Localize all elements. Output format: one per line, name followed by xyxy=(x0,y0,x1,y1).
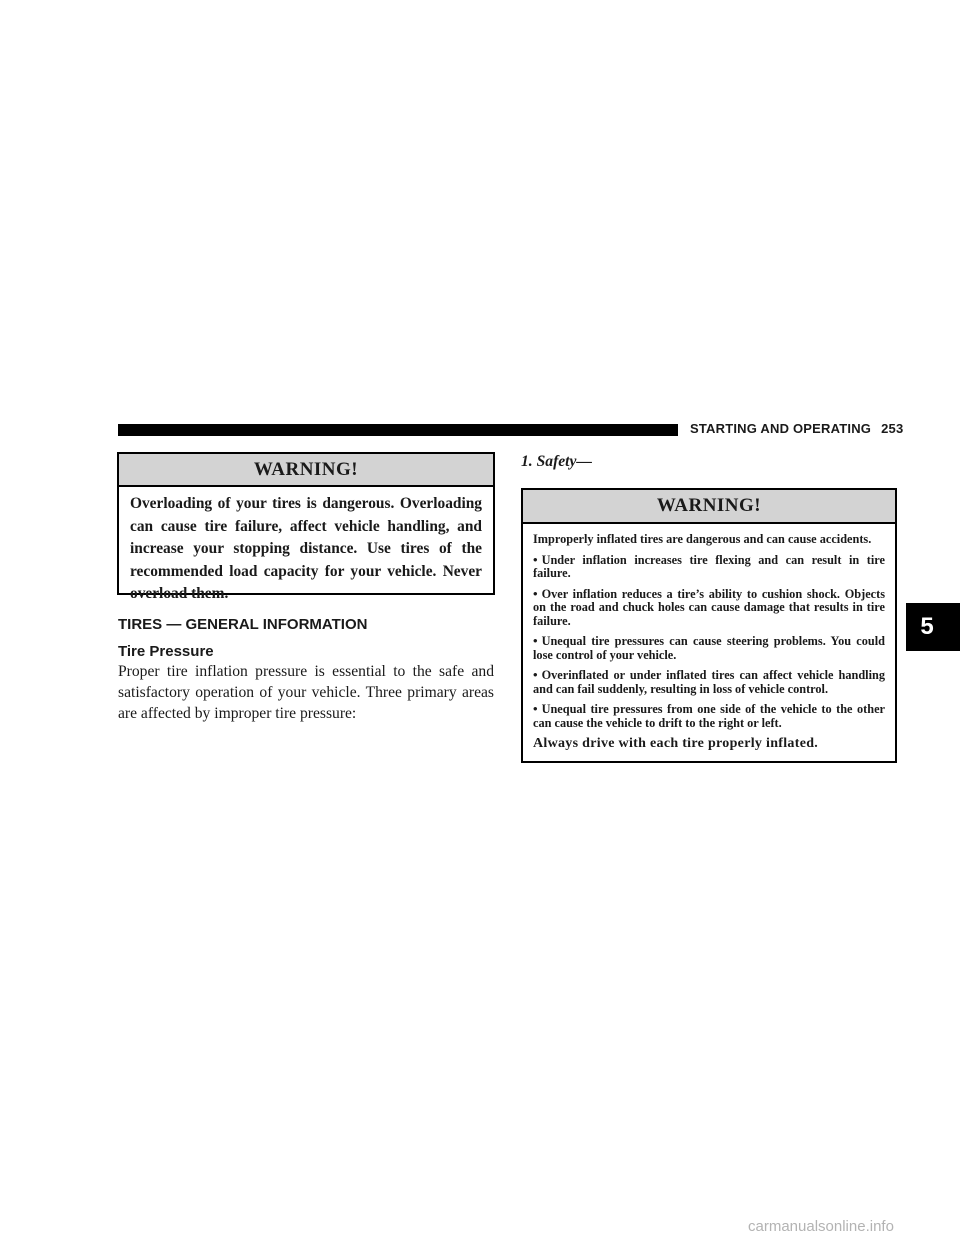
list-item-text: Unequal tire pressures from one side of the vehicle to the other can cause the vehicle to drift to the right or left. xyxy=(533,702,885,730)
warning-intro: Improperly inflated tires are dangerous and can cause accidents. xyxy=(533,532,872,546)
list-item xyxy=(533,553,885,581)
bullet-glyph: • xyxy=(533,701,538,716)
list-item-text: Over inflation reduces a tire’s ability to cushion shock. Objects on the road and chuck holes can cause damage that results in tire failure. xyxy=(533,586,885,628)
warning-title: WARNING! xyxy=(523,490,895,524)
list-item xyxy=(533,702,885,730)
warning-body xyxy=(523,524,895,752)
list-item-text: Overinflated or under inflated tires can affect vehicle handling and can fail suddenly, resulting in loss of vehicle control. xyxy=(533,668,885,696)
warning-closing: Always drive with each tire properly inflated. xyxy=(533,736,819,751)
page-number: 253 xyxy=(881,421,904,436)
warning-title: WARNING! xyxy=(119,454,493,487)
bullet-glyph: • xyxy=(533,585,538,601)
tire-pressure-warning-box xyxy=(521,488,897,763)
bullet-glyph: • xyxy=(533,633,538,648)
running-header xyxy=(690,421,903,436)
header-rule xyxy=(118,424,678,436)
list-item-text: Under inflation increases tire flexing and can result in tire failure. xyxy=(533,552,885,580)
header-section-title: STARTING AND OPERATING xyxy=(690,421,872,436)
overload-warning-box xyxy=(117,452,495,603)
watermark: carmanualsonline.info xyxy=(748,1218,894,1235)
chapter-number: 5 xyxy=(920,613,934,640)
chapter-tab xyxy=(906,603,960,651)
warning-text: Overloading of your tires is dangerous. Overloading can cause tire failure, affect vehicle handling, and increase your stopping distance. Use tires of the recommended load capacity for your vehicle. Never overload them. xyxy=(130,495,482,603)
section-heading: TIRES — GENERAL INFORMATION xyxy=(118,616,368,633)
body-paragraph: Proper tire inflation pressure is essential to the safe and satisfactory operation of your vehicle. Three primary areas are affected by improper tire pressure: xyxy=(118,663,494,723)
bullet-glyph: • xyxy=(533,667,538,682)
list-item xyxy=(533,634,885,662)
safety-heading: 1. Safety— xyxy=(521,453,593,470)
list-item xyxy=(533,587,885,629)
list-item-text: Unequal tire pressures can cause steering problems. You could lose control of your vehicle. xyxy=(533,634,885,662)
subsection-heading: Tire Pressure xyxy=(118,643,214,660)
list-item xyxy=(533,668,885,696)
bullet-glyph: • xyxy=(533,551,538,567)
